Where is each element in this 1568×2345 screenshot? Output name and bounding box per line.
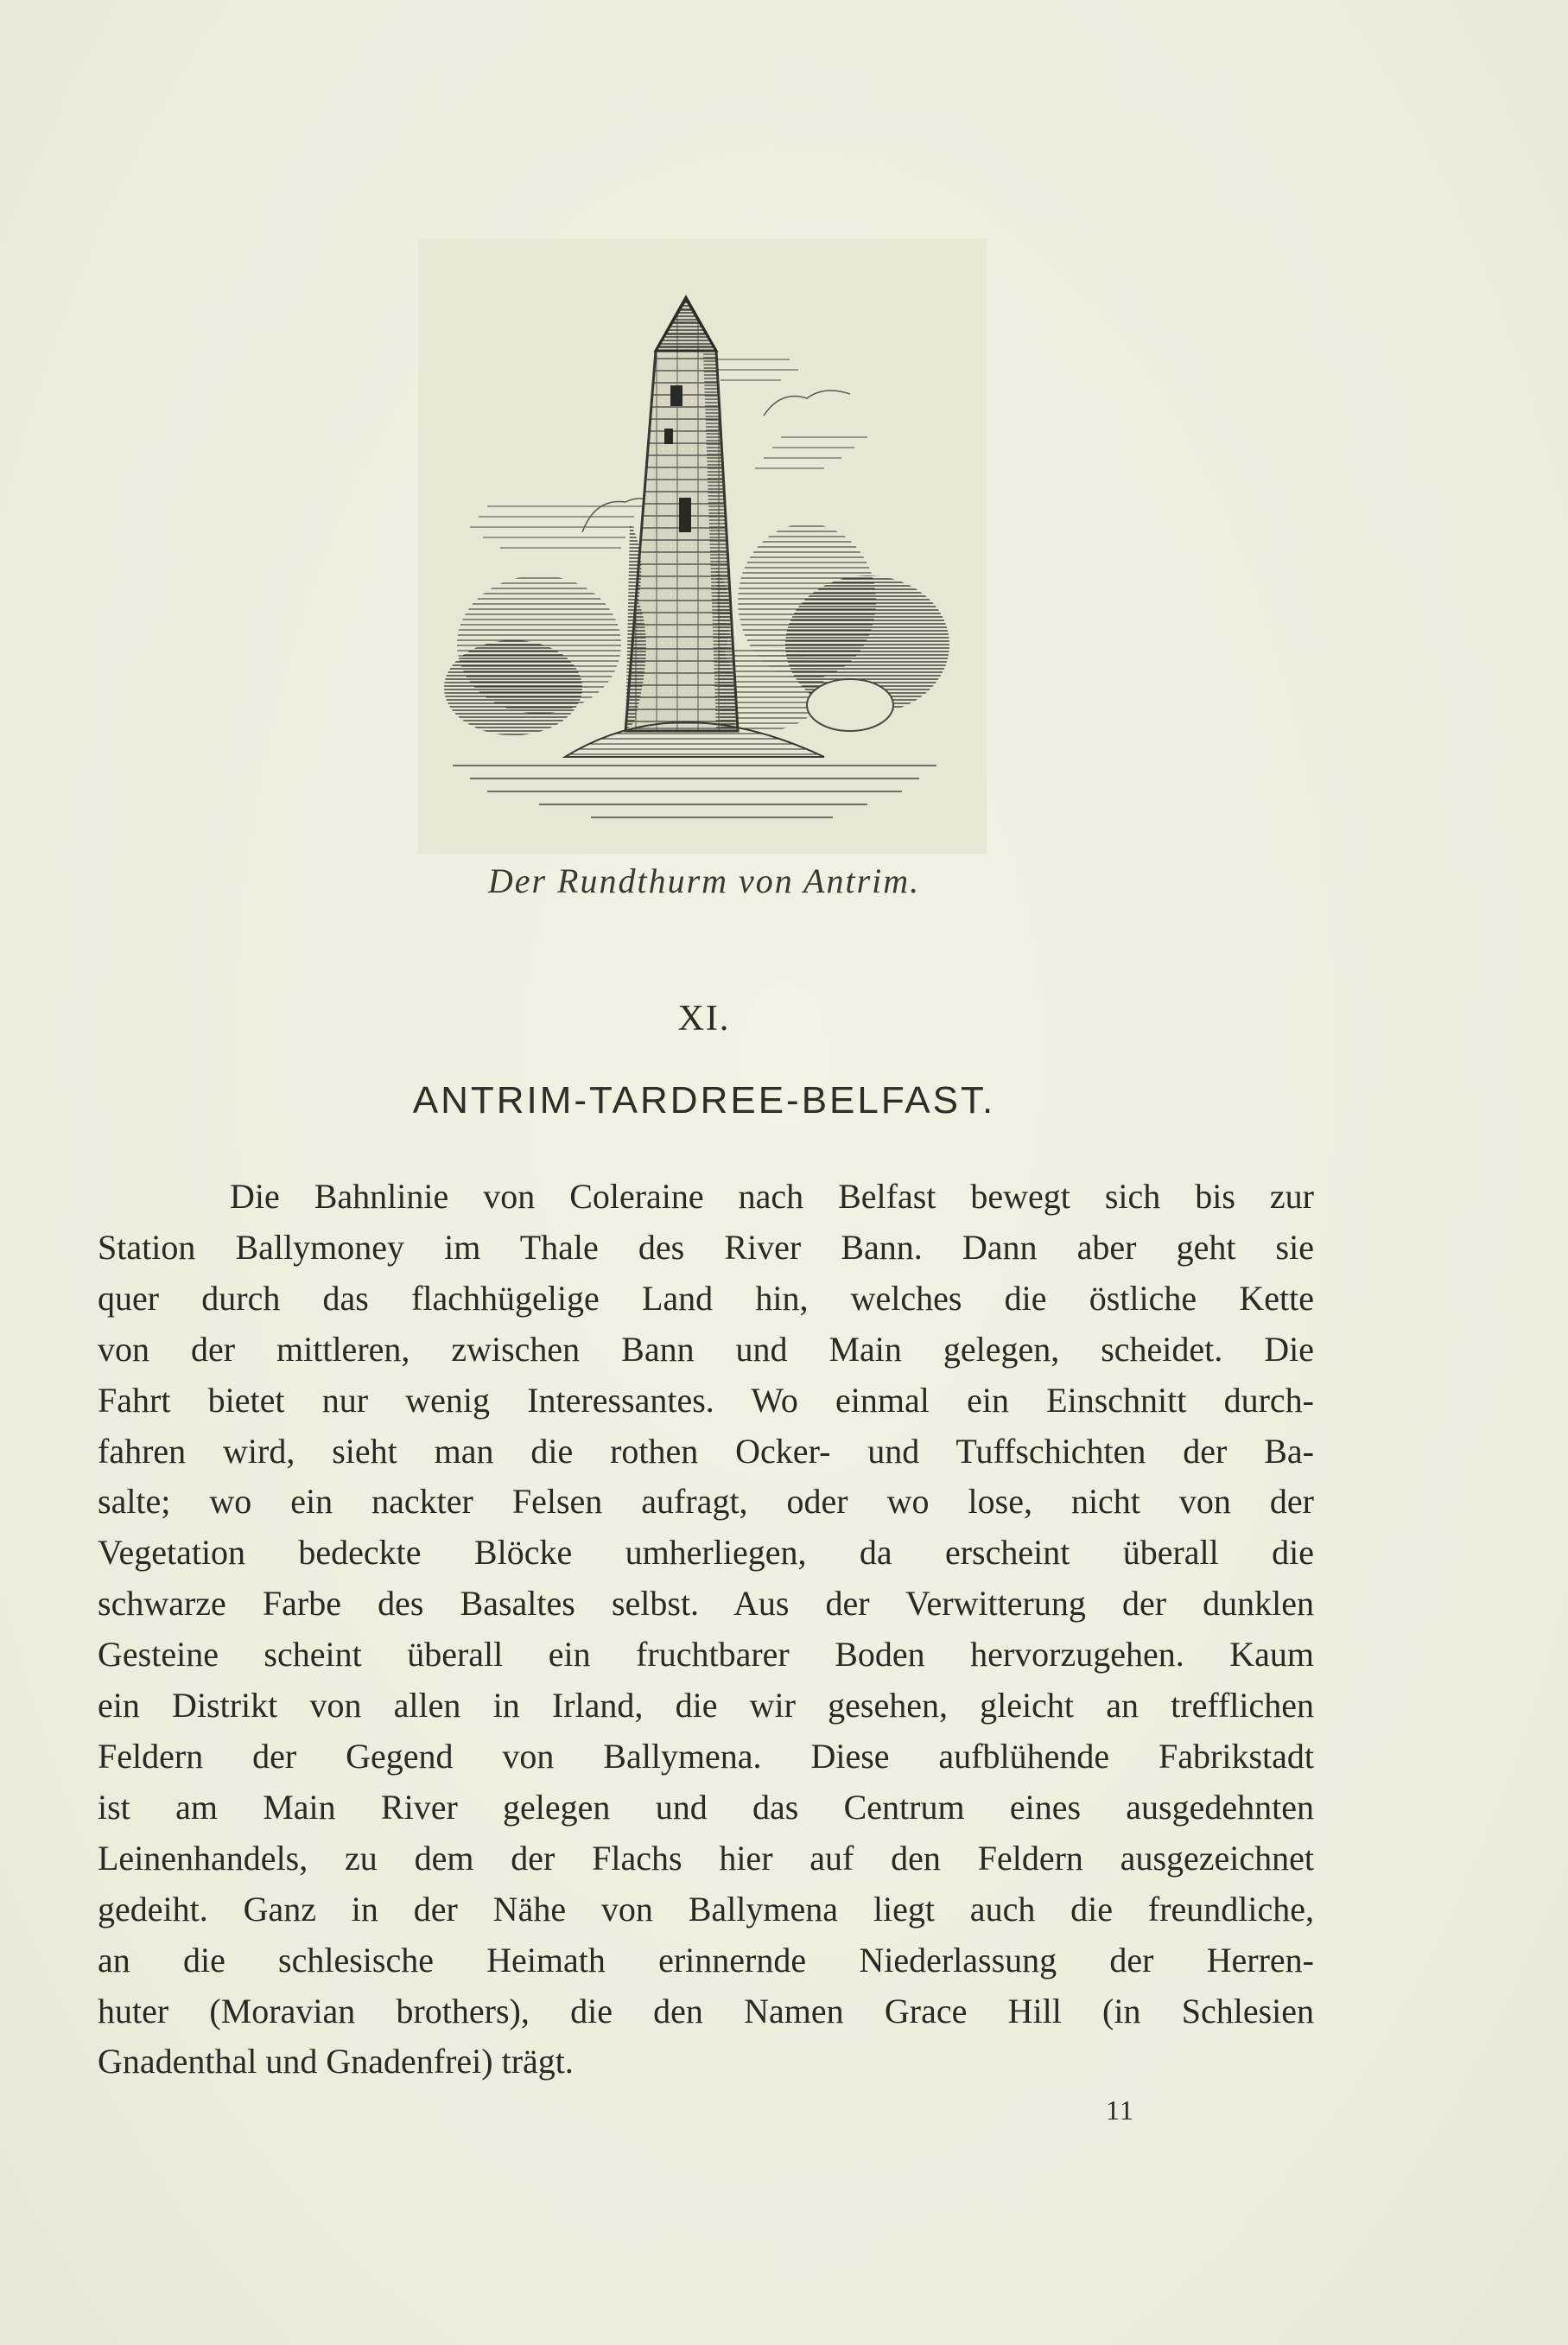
paragraph-line: gedeiht. Ganz in der Nähe von Ballymena liegt auch die freundliche, [98, 1889, 1314, 1929]
paragraph-line: salte; wo ein nackter Felsen aufragt, oder wo lose, nicht von der [98, 1482, 1314, 1522]
paragraph-line: quer durch das flachhügelige Land hin, welches die östliche Kette [98, 1278, 1314, 1318]
paragraph-line: Fahrt bietet nur wenig Interessantes. Wo einmal ein Einschnitt durch- [98, 1380, 1314, 1420]
paragraph-line: huter (Moravian brothers), die den Namen Grace Hill (in Schlesien [98, 1991, 1314, 2030]
round-tower-engraving-icon [418, 238, 987, 854]
paragraph-line: an die schlesische Heimath erinnernde Niederlassung der Herren- [98, 1940, 1314, 1980]
paragraph-line: Gnadenthal und Gnadenfrei) trägt. [98, 2042, 574, 2081]
paragraph-line: schwarze Farbe des Basaltes selbst. Aus der Verwitterung der dunklen [98, 1584, 1314, 1624]
paragraph-line: Gesteine scheint überall ein fruchtbarer Boden hervorzugehen. Kaum [98, 1635, 1314, 1675]
paragraph-line: Feldern der Gegend von Ballymena. Diese aufblühende Fabrikstadt [98, 1736, 1314, 1776]
paragraph-line: von der mittleren, zwischen Bann und Main gelegen, scheidet. Die [98, 1329, 1314, 1369]
illustration-caption: Der Rundthurm von Antrim. [487, 861, 921, 900]
paragraph-line: Die Bahnlinie von Coleraine nach Belfast bewegt sich bis zur [230, 1177, 1314, 1216]
paragraph-line: Station Ballymoney im Thale des River Bann. Dann aber geht sie [98, 1227, 1314, 1267]
round-tower-illustration [418, 238, 987, 854]
paragraph-line: Leinenhandels, zu dem der Flachs hier auf den Feldern ausgezeichnet [98, 1838, 1314, 1878]
paragraph-line: fahren wird, sieht man die rothen Ocker- und Tuffschichten der Ba- [98, 1431, 1314, 1471]
paragraph-line: ein Distrikt von allen in Irland, die wir gesehen, gleicht an trefflichen [98, 1686, 1314, 1725]
chapter-paragraph [98, 1172, 1314, 2088]
chapter-number: XI. [677, 999, 731, 1039]
paragraph-line: Vegetation bedeckte Blöcke umherliegen, da erscheint überall die [98, 1533, 1314, 1573]
paragraph-line: ist am Main River gelegen und das Centrum eines ausgedehnten [98, 1787, 1314, 1827]
chapter-title: ANTRIM-TARDREE-BELFAST. [412, 1079, 996, 1122]
page-number: 11 [1106, 2094, 1134, 2126]
